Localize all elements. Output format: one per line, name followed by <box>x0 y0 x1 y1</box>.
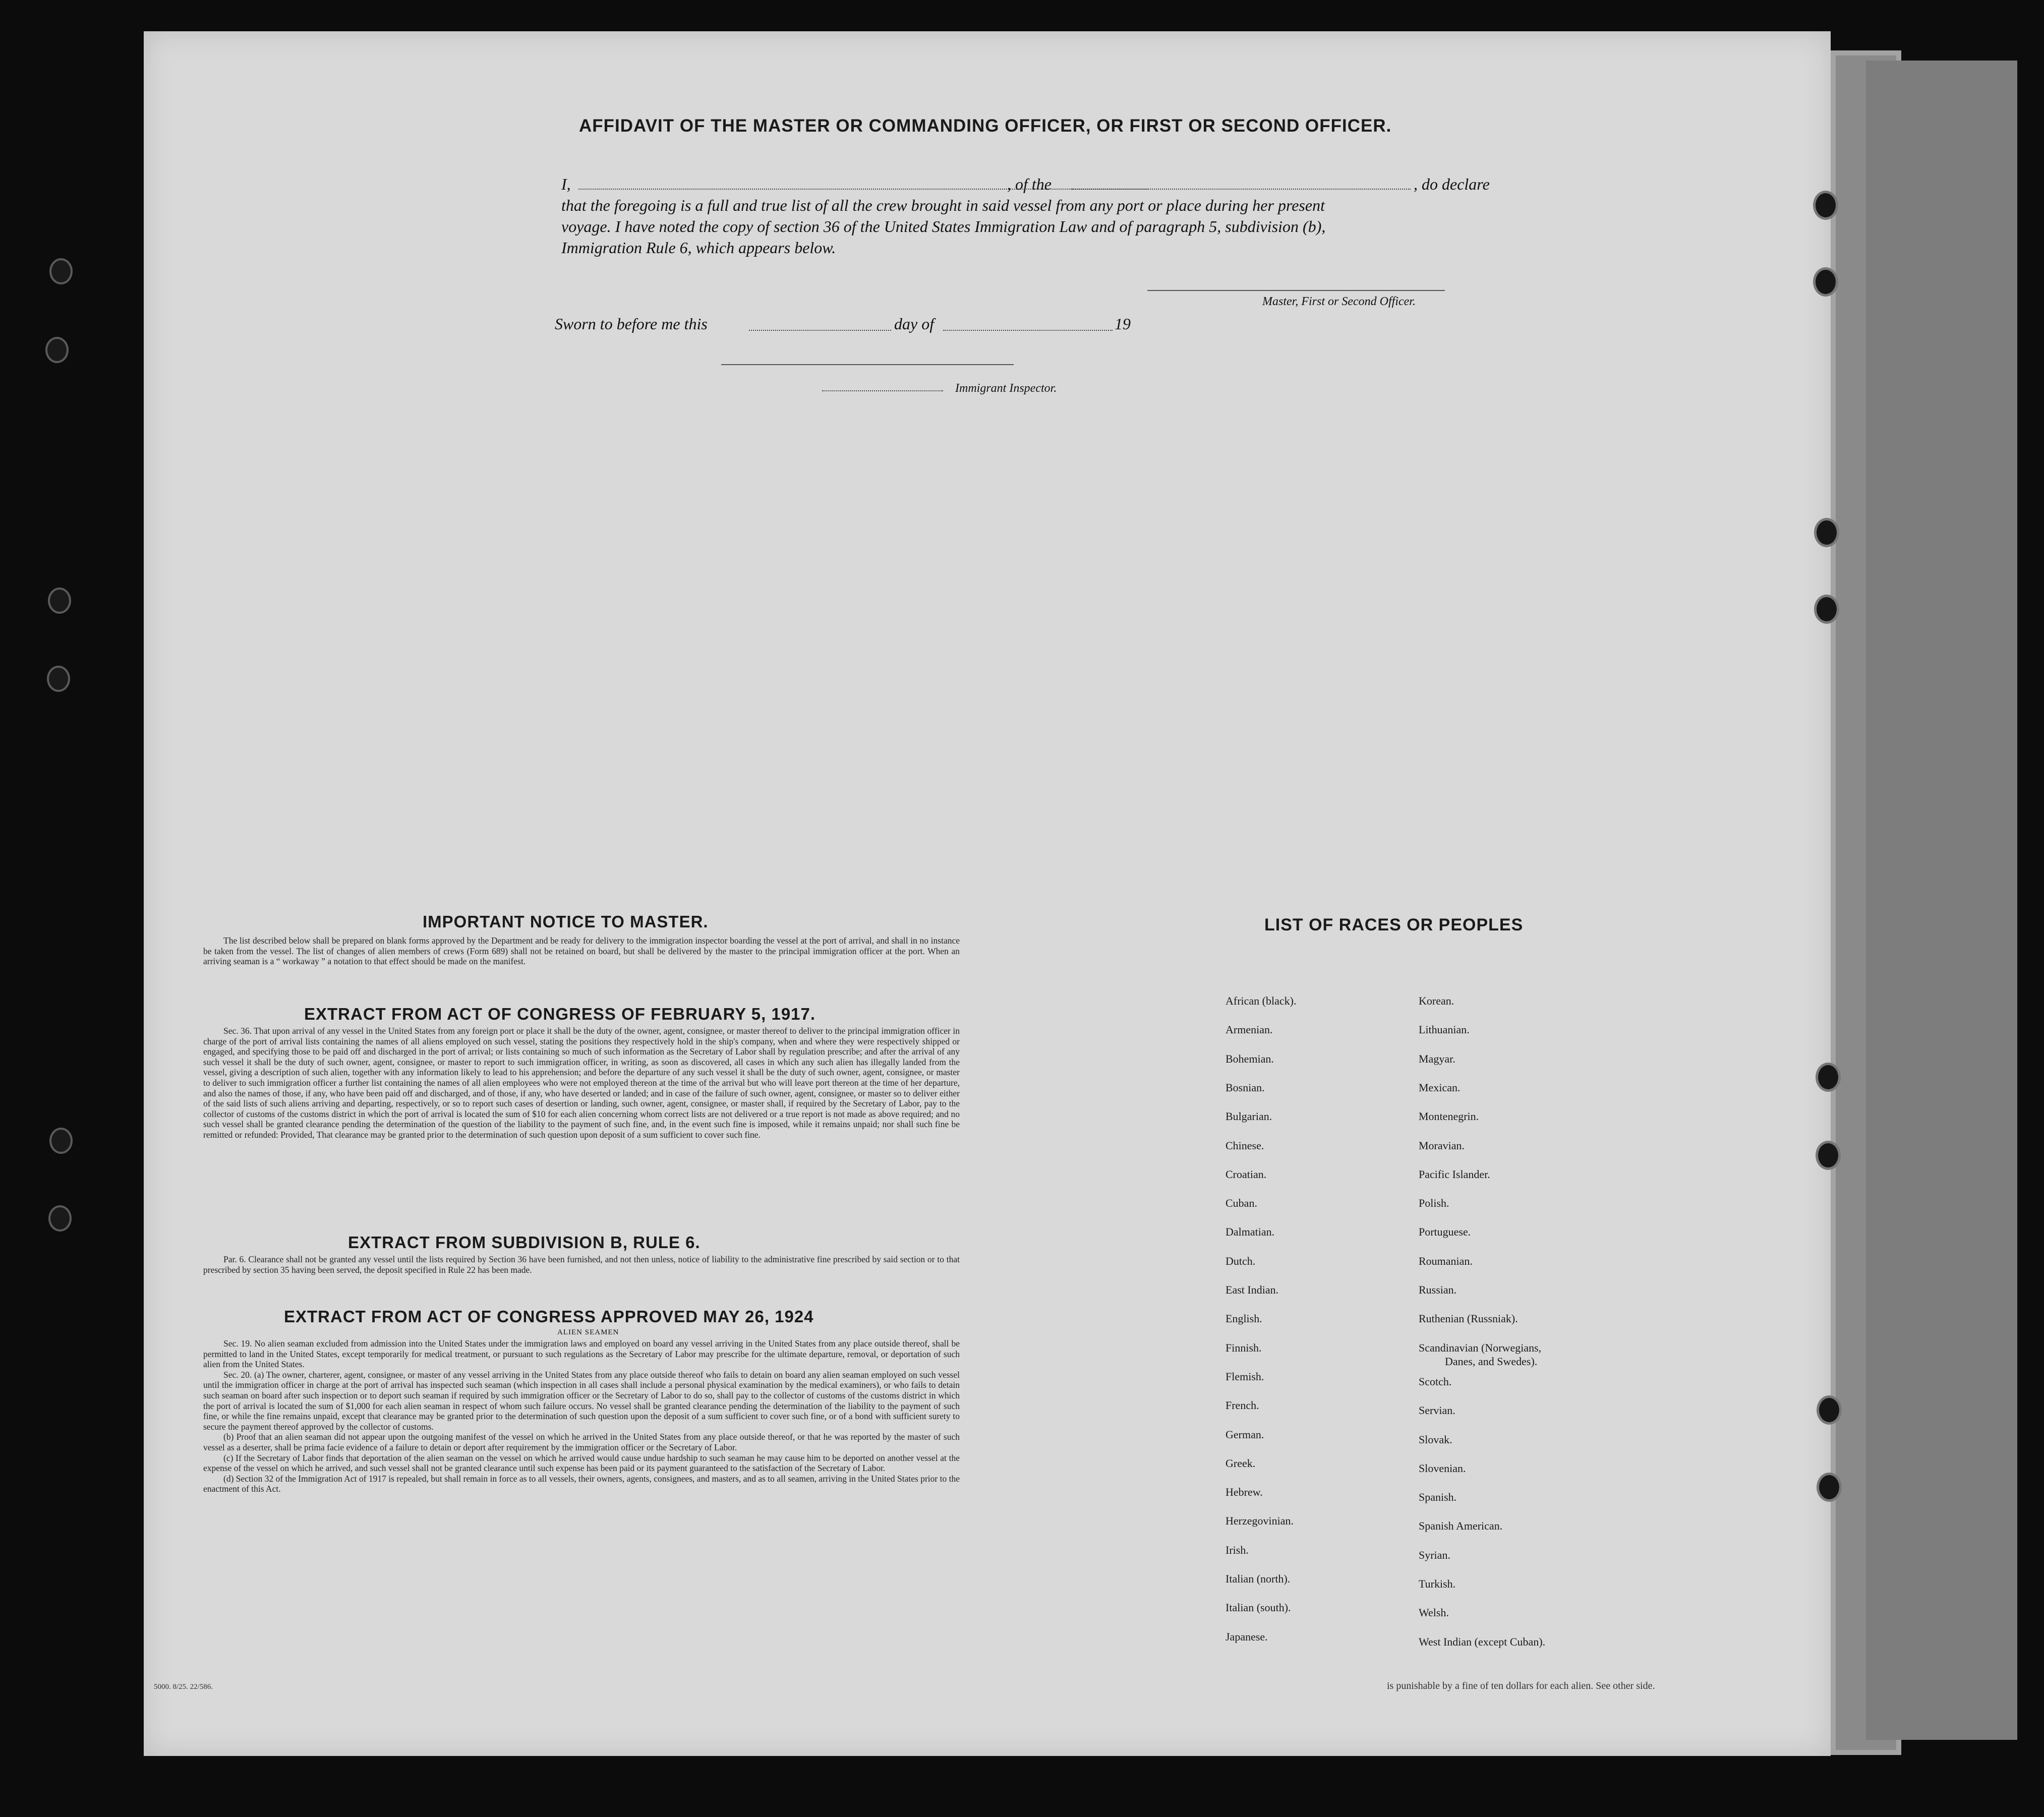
race-item: Flemish. <box>1225 1370 1264 1383</box>
race-item: Scotch. <box>1419 1375 1452 1388</box>
race-item: Croatian. <box>1225 1167 1267 1181</box>
punch-hole <box>1814 518 1839 547</box>
race-item: Finnish. <box>1225 1341 1262 1354</box>
race-item: Roumanian. <box>1419 1254 1473 1267</box>
binding-hole <box>48 588 71 614</box>
race-item: Dutch. <box>1225 1254 1256 1267</box>
race-item: Portuguese. <box>1419 1225 1471 1239</box>
race-item: Lithuanian. <box>1419 1023 1470 1036</box>
race-item: West Indian (except Cuban). <box>1419 1635 1546 1648</box>
affidavit-line-4: Immigration Rule 6, which appears below. <box>561 239 836 257</box>
race-item: Chinese. <box>1225 1139 1264 1152</box>
race-item: Armenian. <box>1225 1023 1273 1036</box>
binding-hole <box>47 666 70 692</box>
affidavit-title: AFFIDAVIT OF THE MASTER OR COMMANDING OFFICER, OR FIRST OR SECOND OFFICER. <box>579 116 1392 136</box>
race-item: German. <box>1225 1428 1264 1441</box>
affidavit-line-2: that the foregoing is a full and true list of all the crew brought in said vessel from any port or place during her present <box>561 196 1325 214</box>
extract-1924-title: EXTRACT FROM ACT OF CONGRESS APPROVED MAY 26, 1924 <box>284 1307 814 1326</box>
binding-hole <box>48 1205 72 1232</box>
paper-stack-edge <box>1866 61 2017 1740</box>
extract-1924-subtitle: ALIEN SEAMEN <box>557 1328 619 1336</box>
race-item: Japanese. <box>1225 1630 1268 1643</box>
race-item: African (black). <box>1225 994 1297 1007</box>
race-item: Mexican. <box>1419 1081 1461 1094</box>
race-item: Korean. <box>1419 994 1454 1007</box>
extract-1924-text-block <box>203 1338 960 1494</box>
race-item: Slovenian. <box>1419 1461 1466 1475</box>
subdivision-title: EXTRACT FROM SUBDIVISION B, RULE 6. <box>348 1233 700 1252</box>
race-item: Polish. <box>1419 1197 1449 1210</box>
sec-19-text: Sec. 19. No alien seaman excluded from admission into the United States under the immigration laws and employed on board any vessel arriving in the United States from any place outside thereof, shall be permitted to land in the United States, except temporarily for medical treatment, or pursuant to such regulations as the Secretary of Labor may prescribe for the ultimate departure, removal, or deportation of such alien from the United States. <box>203 1338 960 1370</box>
race-item: Hebrew. <box>1225 1486 1263 1499</box>
document-page <box>144 31 1831 1756</box>
subdivision-text-block <box>203 1254 960 1275</box>
form-number: 5000. 8/25. 22/586. <box>154 1683 213 1691</box>
day-of-label: day of <box>894 315 935 333</box>
master-signature-line[interactable] <box>1147 290 1445 291</box>
extract-1917-title: EXTRACT FROM ACT OF CONGRESS OF FEBRUARY 5, 1917. <box>304 1005 816 1023</box>
sworn-label: Sworn to before me this <box>555 315 708 333</box>
punch-hole <box>1817 1473 1842 1502</box>
race-item: Irish. <box>1225 1543 1249 1556</box>
race-item: Italian (north). <box>1225 1572 1291 1585</box>
sworn-month-blank[interactable] <box>943 330 1113 331</box>
race-item: Italian (south). <box>1225 1601 1291 1614</box>
affidavit-declare-label: , do declare <box>1414 175 1490 193</box>
race-item: Scandinavian (Norwegians, <box>1419 1341 1542 1354</box>
punch-hole <box>1813 267 1838 297</box>
notice-text: The list described below shall be prepared on blank forms approved by the Department and be ready for delivery to the immigration inspector boarding the vessel at the port of arrival, and shall in no instance be taken from the vessel. The list of changes of alien members of crews (Form 689) shall not be retained on board, but shall be delivered by the master to the principal immigration officer at the port. When an arriving seaman is a “ workaway ” a notation to that effect should be made on the manifest. <box>203 935 960 967</box>
subdivision-text: Par. 6. Clearance shall not be granted any vessel until the lists required by Section 36 have been furnished, and not then unless, notice of liability to the administrative fine prescribed by said section or to that prescribed by section 35 having been served, the deposit specified in Rule 22 has been made. <box>203 1254 960 1275</box>
sec-20a-text: Sec. 20. (a) The owner, charterer, agent, consignee, or master of any vessel arriving in the United States from any place outside thereof who fails to detain on board any alien seaman employed on such vessel until the immigration officer in charge at the port of arrival has inspected such seaman (which inspection in all cases shall include a personal physical examination by the medical examiners), or who fails to detain such seaman on board after such inspection or to deport such seaman if required by such immigration officer or the Secretary of Labor to do so, shall pay to the collector of customs of the customs district in which the port of arrival is located the sum of $1,000 for each alien seaman in respect of whom such failure occurs. No vessel shall be granted clearance pending the determination of the liability to the payment of such fine, or while the fine remains unpaid, except that clearance may be granted prior to the determination of such question upon the deposit of a sum sufficient to cover such fine, or of a bond with sufficient surety to secure the payment thereof approved by the collector of customs. <box>203 1369 960 1432</box>
race-item: Bohemian. <box>1225 1052 1274 1065</box>
binding-hole <box>49 258 73 284</box>
inspector-signature-line[interactable] <box>721 364 1014 365</box>
notice-text-block <box>203 935 960 967</box>
notice-title: IMPORTANT NOTICE TO MASTER. <box>423 912 709 931</box>
race-item: Ruthenian (Russniak). <box>1419 1312 1518 1325</box>
race-item: Slovak. <box>1419 1433 1452 1446</box>
race-item: Greek. <box>1225 1456 1256 1470</box>
race-item: Turkish. <box>1419 1577 1456 1590</box>
race-item: Magyar. <box>1419 1052 1455 1065</box>
inspector-label: Immigrant Inspector. <box>955 382 1057 395</box>
vessel-blank[interactable] <box>1072 189 1411 190</box>
race-item: Spanish. <box>1419 1491 1457 1504</box>
race-item: English. <box>1225 1312 1262 1325</box>
race-item: Pacific Islander. <box>1419 1167 1490 1181</box>
punch-hole <box>1814 595 1839 624</box>
punch-hole <box>1816 1063 1841 1092</box>
extract-1917-text: Sec. 36. That upon arrival of any vessel in the United States from any foreign port or place it shall be the duty of the owner, agent, consignee, or master thereof to deliver to the principal immigration officer in charge of the port of arrival lists containing the names of all aliens employed on such vessel, stating the positions they respectively hold in the ship's company, when and where they were respectively shipped or engaged, and specifying those to be paid off and discharged in the port of arrival; or lists containing so much of such information as the Secretary of Labor shall by regulation prescribe; and after the arrival of any such vessel it shall be the duty of such owner, agent, consignee, or master to report to such immigration officer, in writing, as soon as discovered, all cases in which any such alien has illegally landed from the vessel, giving a description of such alien, together with any information likely to lead to his apprehension; and before the departure of any such vessel it shall be the duty of such owner, agent, consignee, or master to deliver to such immigration officer a further list containing the names of all alien employees who were not employed thereon at the time of the arrival but who will leave port thereon at the time of her departure, and also the names of those, if any, who have been paid off and discharged, and of those, if any, who have deserted or landed; and in case of the failure of such owner, agent, consignee, or master so to deliver either of the said lists of such aliens arriving and departing, respectively, or so to report such cases of desertion or landing, such owner, agent, consignee, or master shall, if required by the Secretary of Labor, pay to the collector of customs of the customs district in which the port of arrival is located the sum of $10 for each alien concerning whom correct lists are not delivered or a true report is not made as above required; and no such vessel shall be granted clearance pending the determination of the question of the liability to the payment of such fine, and, in the event such fine is imposed, while it remains unpaid; nor shall such fine be remitted or refunded: Provided, That clearance may be granted prior to the determination of such question upon deposit of a sum sufficient to cover such fine. <box>203 1026 960 1140</box>
master-label: Master, First or Second Officer. <box>1262 295 1416 308</box>
binding-hole <box>49 1128 73 1154</box>
year-label: 19 <box>1115 315 1131 333</box>
sec-20b-text: (b) Proof that an alien seaman did not appear upon the outgoing manifest of the vessel on which he arrived in the United States from any place outside thereof, or that he was reported by the master of such vessel as a deserter, shall be prima facie evidence of a failure to detain or deport after requirement by the immigration officer or the Secretary of Labor. <box>203 1432 960 1452</box>
sworn-day-blank[interactable] <box>749 330 891 331</box>
affidavit-of-the-label: , of the <box>1007 175 1052 193</box>
race-item: Cuban. <box>1225 1197 1257 1210</box>
binding-hole <box>45 337 69 363</box>
race-item: Bosnian. <box>1225 1081 1265 1094</box>
race-item: Russian. <box>1419 1283 1457 1296</box>
race-item: Herzegovinian. <box>1225 1514 1294 1528</box>
punch-hole <box>1813 191 1838 220</box>
race-item: Syrian. <box>1419 1548 1450 1561</box>
extract-1917-text-block <box>203 1026 960 1140</box>
punch-hole <box>1817 1395 1842 1425</box>
race-item: French. <box>1225 1399 1259 1412</box>
sec-20c-text: (c) If the Secretary of Labor finds that deportation of the alien seaman on the vessel on which he arrived would cause undue hardship to such seaman he may cause him to be deported on another vessel at the expense of the vessel on which he arrived, and such vessel shall not be granted clearance until such expense has been paid or its payment guaranteed to the satisfaction of the Secretary of Labor. <box>203 1452 960 1474</box>
races-title: LIST OF RACES OR PEOPLES <box>1264 915 1524 934</box>
affidavit-line-3: voyage. I have noted the copy of section 36 of the United States Immigration Law and of paragraph 5, subdivision (b), <box>561 217 1326 236</box>
race-item: Bulgarian. <box>1225 1110 1272 1123</box>
affidavit-i-label: I, <box>561 175 571 193</box>
race-item-continuation: Danes, and Swedes). <box>1445 1355 1538 1368</box>
punch-hole <box>1816 1141 1841 1170</box>
name-blank[interactable] <box>578 189 1148 190</box>
sec-20d-text: (d) Section 32 of the Immigration Act of 1917 is repealed, but shall remain in force as to all vessels, their owners, agents, consignees, and masters, and as to all seamen, arriving in the United States prior to the enactment of this Act. <box>203 1473 960 1494</box>
race-item: Welsh. <box>1419 1606 1449 1619</box>
race-item: Servian. <box>1419 1404 1455 1417</box>
footer-penalty-note: is punishable by a fine of ten dollars for each alien. See other side. <box>1387 1680 1655 1691</box>
inspector-name-blank[interactable] <box>822 390 943 391</box>
race-item: East Indian. <box>1225 1283 1279 1296</box>
race-item: Dalmatian. <box>1225 1225 1275 1239</box>
race-item: Spanish American. <box>1419 1519 1503 1533</box>
race-item: Moravian. <box>1419 1139 1465 1152</box>
race-item: Montenegrin. <box>1419 1110 1479 1123</box>
